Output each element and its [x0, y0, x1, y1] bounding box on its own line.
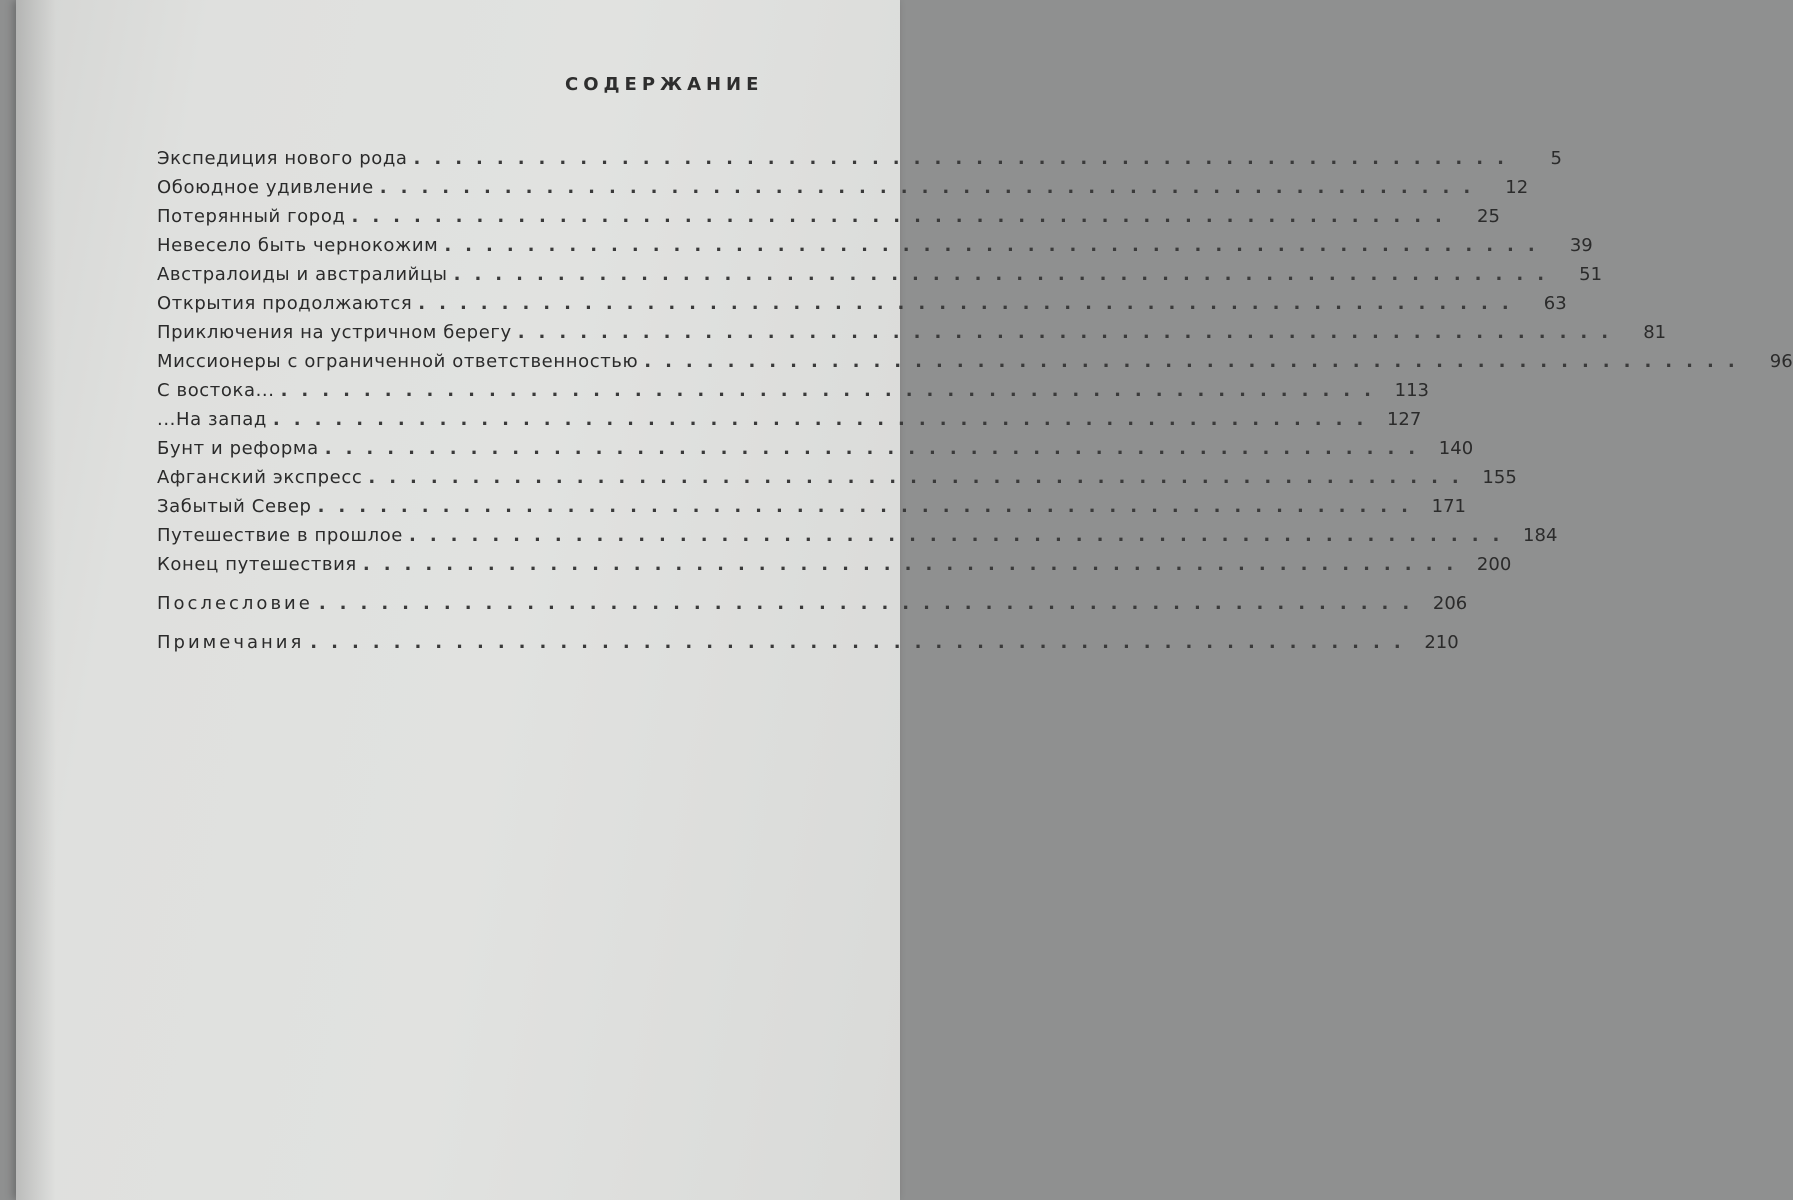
dot-leader: .....................................................: [368, 467, 1473, 488]
dot-leader: .....................................................: [318, 593, 1424, 614]
toc-entry-label: Экспедиция нового рода: [157, 148, 408, 169]
dot-leader: .....................................................: [324, 438, 1430, 459]
toc-entry-page: 200: [1476, 554, 1512, 575]
toc-entry-page: 63: [1543, 293, 1567, 314]
dot-leader: .....................................................: [351, 206, 1456, 227]
toc-entry: [157, 409, 1422, 438]
dot-leader: .....................................................: [453, 264, 1559, 285]
toc-entry: [157, 235, 1593, 264]
toc-entry-label: Афганский экспресс: [157, 467, 363, 488]
toc-entry-label: Конец путешествия: [157, 554, 357, 575]
toc-entry-notes: [157, 632, 1459, 661]
toc-entry: [157, 351, 1793, 380]
toc-entry-page: 140: [1438, 438, 1474, 459]
toc-entry: [157, 293, 1567, 322]
toc-entry-label: Приключения на устричном берегу: [157, 322, 512, 343]
toc-entry-label: Потерянный город: [157, 206, 346, 227]
toc-entry-label: Миссионеры с ограниченной ответственностью: [157, 351, 639, 372]
toc-entry-label: Послесловие: [157, 593, 313, 614]
toc-entry-label: Невесело быть чернокожим: [157, 235, 439, 256]
dot-leader: .....................................................: [272, 409, 1378, 430]
table-of-contents: [157, 148, 1793, 661]
toc-entry-label: Забытый Север: [157, 496, 312, 517]
toc-entry-page: 25: [1477, 206, 1500, 227]
dot-leader: .....................................................: [379, 177, 1485, 198]
toc-entry-page: 155: [1482, 467, 1517, 488]
dot-leader: .....................................................: [444, 235, 1549, 256]
toc-entry-page: 184: [1523, 525, 1558, 546]
dot-leader: .....................................................: [408, 525, 1514, 546]
contents-title: СОДЕРЖАНИЕ: [565, 74, 764, 95]
dot-leader: .....................................................: [310, 632, 1415, 653]
toc-entry-page: 39: [1569, 235, 1593, 256]
toc-entry-page: 12: [1505, 177, 1529, 198]
dot-leader: .....................................................: [413, 148, 1518, 169]
book-page: [16, 0, 1793, 1200]
toc-entry-page: 96: [1769, 351, 1793, 372]
toc-entry: [157, 467, 1517, 496]
toc-entry-label: Бунт и реформа: [157, 438, 319, 459]
toc-entry-page: 171: [1431, 496, 1466, 517]
toc-entry-page: 113: [1394, 380, 1429, 401]
toc-entry: [157, 264, 1603, 293]
toc-entry: [157, 380, 1429, 409]
toc-entry-page: 5: [1550, 148, 1562, 169]
toc-entry-label: Примечания: [157, 632, 305, 653]
toc-entry: [157, 177, 1529, 206]
toc-entry: [157, 438, 1474, 467]
dot-leader: .....................................................: [317, 496, 1422, 517]
toc-entry-page: 210: [1424, 632, 1459, 653]
toc-entry: [157, 525, 1558, 554]
toc-entry: [157, 322, 1667, 351]
toc-entry-label: Австралоиды и австралийцы: [157, 264, 448, 285]
toc-entry-label: Обоюдное удивление: [157, 177, 374, 198]
dot-leader: .....................................................: [418, 293, 1523, 314]
toc-entry: [157, 554, 1512, 583]
toc-entry-page: 51: [1579, 264, 1603, 285]
dot-leader: .....................................................: [644, 351, 1749, 372]
toc-entry-afterword: [157, 593, 1468, 622]
toc-entry-page: 206: [1432, 593, 1468, 614]
toc-entry: [157, 148, 1562, 177]
toc-entry: [157, 496, 1466, 525]
dot-leader: .....................................................: [280, 380, 1385, 401]
toc-entry-label: Открытия продолжаются: [157, 293, 413, 314]
toc-entry-label: ...На запад: [157, 409, 267, 430]
toc-entry: [157, 206, 1500, 235]
toc-entry-page: 81: [1643, 322, 1667, 343]
toc-entry-label: С востока...: [157, 380, 275, 401]
toc-entry-page: 127: [1386, 409, 1422, 430]
dot-leader: .....................................................: [517, 322, 1623, 343]
dot-leader: .....................................................: [362, 554, 1468, 575]
toc-entry-label: Путешествие в прошлое: [157, 525, 403, 546]
